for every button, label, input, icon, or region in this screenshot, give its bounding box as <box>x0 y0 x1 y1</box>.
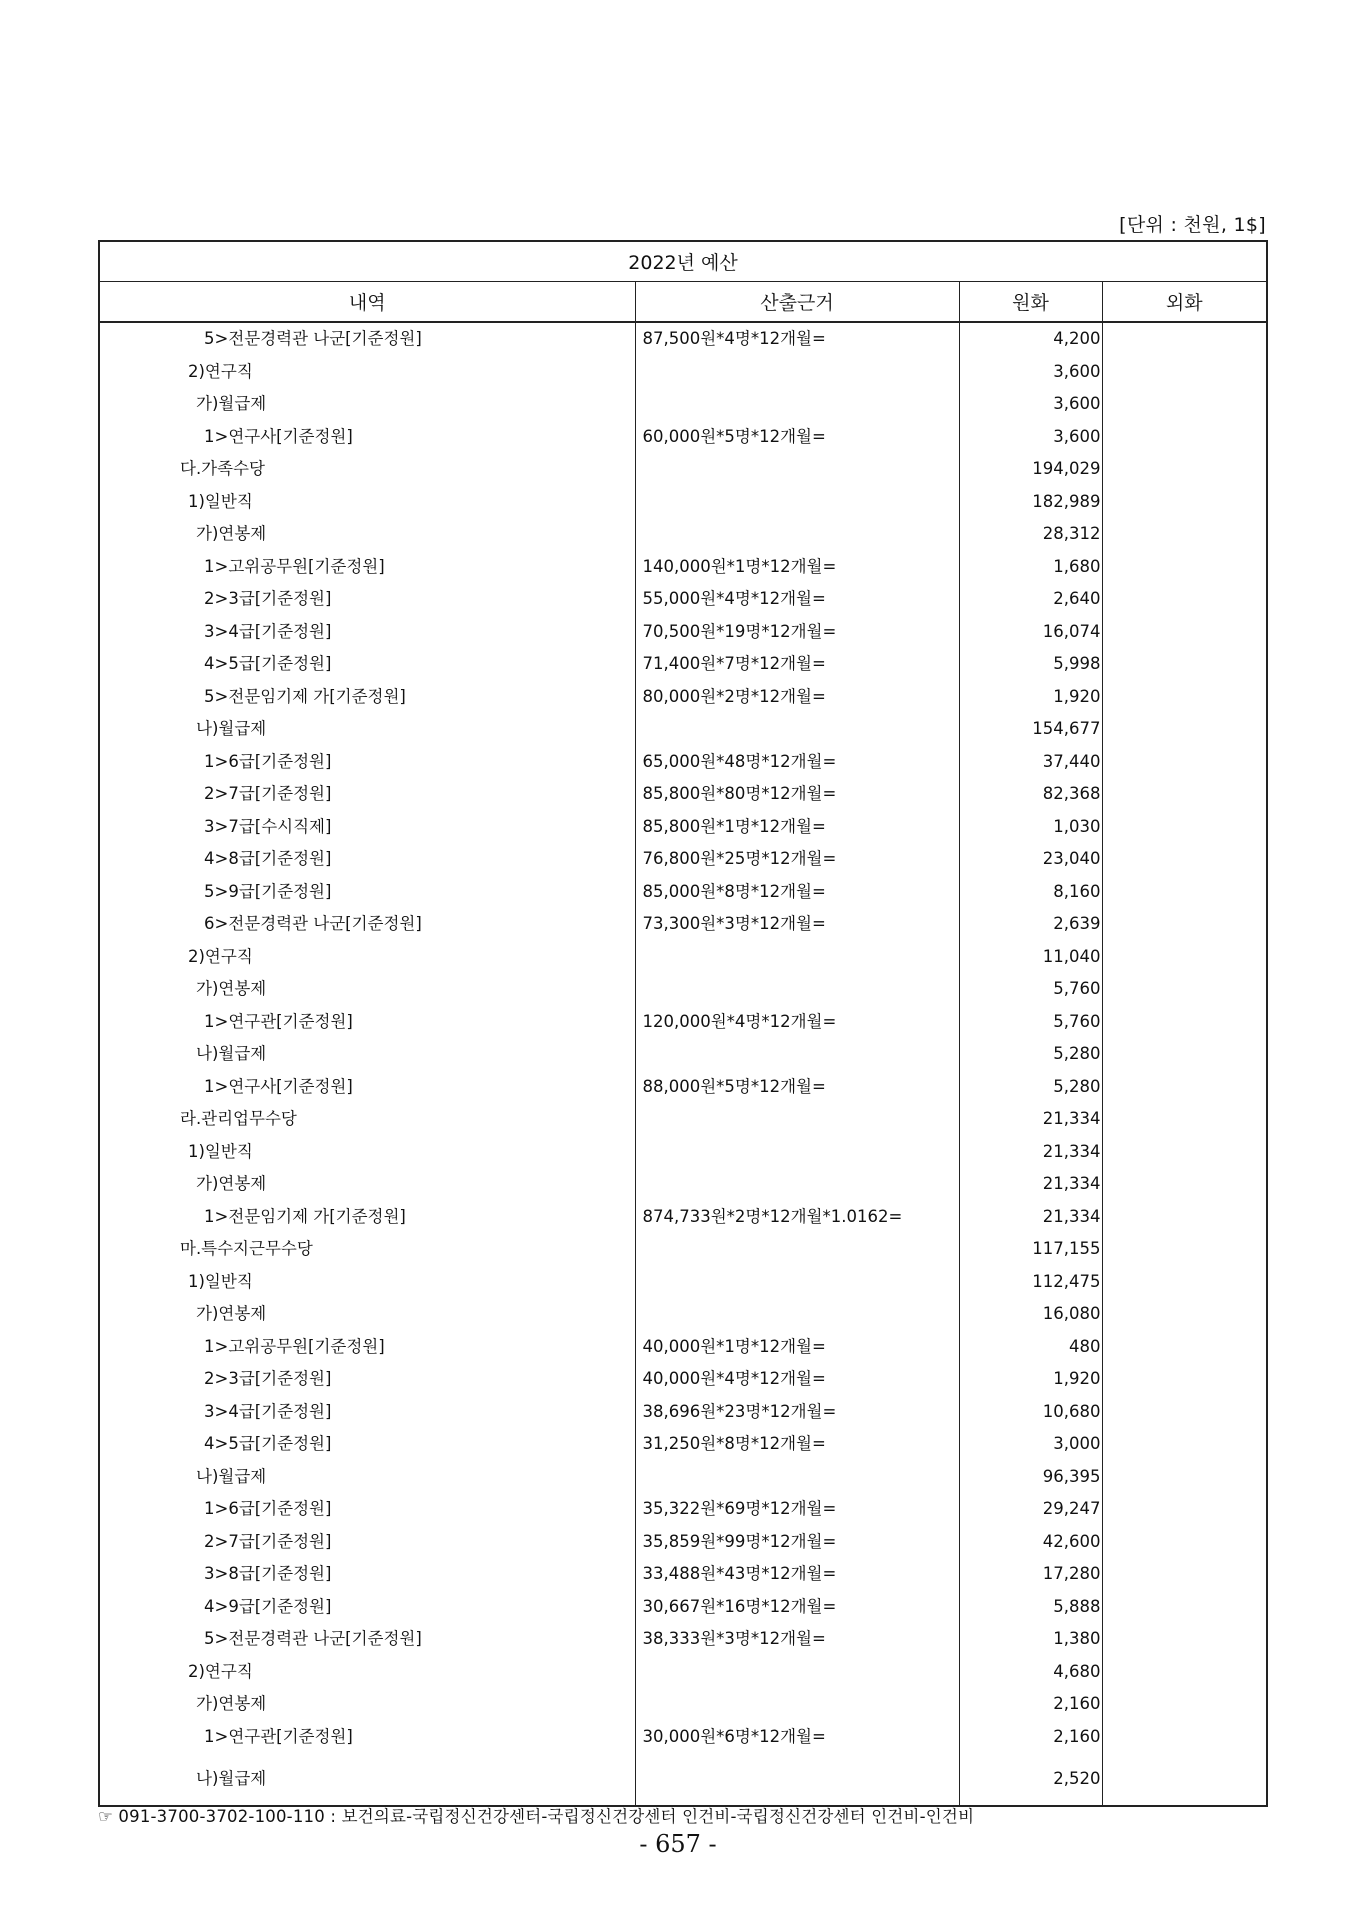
table-row <box>99 1721 1267 1754</box>
row-basis-cell: 40,000원*4명*12개월= <box>635 1363 959 1396</box>
row-foreign-cell <box>1102 843 1267 876</box>
row-basis-cell <box>635 713 959 746</box>
row-krw-cell: 82,368 <box>959 778 1102 811</box>
table-row <box>99 1461 1267 1494</box>
table-row <box>99 1363 1267 1396</box>
row-krw-cell: 1,030 <box>959 811 1102 844</box>
row-item-cell: 4>5급[기준정원] <box>204 654 332 674</box>
row-krw-cell: 2,639 <box>959 908 1102 941</box>
table-row <box>99 1006 1267 1039</box>
row-basis-cell: 140,000원*1명*12개월= <box>635 551 959 584</box>
row-krw-cell: 5,760 <box>959 1006 1102 1039</box>
table-row <box>99 1266 1267 1299</box>
table-row <box>99 486 1267 519</box>
row-krw-cell: 154,677 <box>959 713 1102 746</box>
row-krw-cell: 16,080 <box>959 1298 1102 1331</box>
row-krw-cell: 10,680 <box>959 1396 1102 1429</box>
row-foreign-cell <box>1102 1591 1267 1624</box>
table-row <box>99 1233 1267 1266</box>
row-basis-cell: 71,400원*7명*12개월= <box>635 648 959 681</box>
row-basis-cell: 30,667원*16명*12개월= <box>635 1591 959 1624</box>
row-foreign-cell <box>1102 1103 1267 1136</box>
row-item-cell: 2>3급[기준정원] <box>204 1369 332 1389</box>
row-foreign-cell <box>1102 1428 1267 1461</box>
row-basis-cell: 55,000원*4명*12개월= <box>635 583 959 616</box>
row-krw-cell: 21,334 <box>959 1201 1102 1234</box>
table-body <box>99 322 1267 1806</box>
table-row <box>99 1623 1267 1656</box>
row-basis-cell: 33,488원*43명*12개월= <box>635 1558 959 1591</box>
row-foreign-cell <box>1102 583 1267 616</box>
table-row <box>99 778 1267 811</box>
row-foreign-cell <box>1102 1266 1267 1299</box>
row-item-cell: 4>5급[기준정원] <box>204 1434 332 1454</box>
table-row <box>99 388 1267 421</box>
table-row <box>99 1331 1267 1364</box>
row-foreign-cell <box>1102 1201 1267 1234</box>
row-krw-cell: 5,998 <box>959 648 1102 681</box>
table-row <box>99 616 1267 649</box>
table-row <box>99 1591 1267 1624</box>
row-foreign-cell <box>1102 1136 1267 1169</box>
row-krw-cell: 96,395 <box>959 1461 1102 1494</box>
row-item-cell: 1>고위공무원[기준정원] <box>204 1336 385 1356</box>
row-item-cell: 1>연구사[기준정원] <box>204 426 353 446</box>
row-krw-cell: 117,155 <box>959 1233 1102 1266</box>
row-krw-cell: 1,920 <box>959 681 1102 714</box>
column-header-krw: 원화 <box>959 282 1102 323</box>
table-row <box>99 551 1267 584</box>
row-krw-cell: 42,600 <box>959 1526 1102 1559</box>
row-krw-cell: 194,029 <box>959 453 1102 486</box>
row-basis-cell <box>635 356 959 389</box>
row-item-cell: 라.관리업무수당 <box>180 1109 297 1129</box>
row-item-cell: 가)연봉제 <box>196 1304 267 1324</box>
row-basis-cell <box>635 453 959 486</box>
table-row <box>99 518 1267 551</box>
row-foreign-cell <box>1102 453 1267 486</box>
row-item-cell: 1)일반직 <box>188 491 253 511</box>
row-basis-cell: 35,322원*69명*12개월= <box>635 1493 959 1526</box>
row-basis-cell <box>635 973 959 1006</box>
table-row <box>99 1168 1267 1201</box>
table-row <box>99 713 1267 746</box>
row-foreign-cell <box>1102 1363 1267 1396</box>
row-basis-cell: 30,000원*6명*12개월= <box>635 1721 959 1754</box>
row-item-cell: 5>전문경력관 나군[기준정원] <box>204 1629 422 1649</box>
row-item-cell: 마.특수지근무수당 <box>180 1239 313 1259</box>
row-foreign-cell <box>1102 778 1267 811</box>
row-krw-cell: 37,440 <box>959 746 1102 779</box>
row-item-cell: 1>6급[기준정원] <box>204 751 332 771</box>
row-basis-cell: 87,500원*4명*12개월= <box>635 322 959 356</box>
row-basis-cell <box>635 1038 959 1071</box>
row-item-cell: 5>전문경력관 나군[기준정원] <box>204 329 422 349</box>
row-foreign-cell <box>1102 1493 1267 1526</box>
table-row <box>99 1071 1267 1104</box>
row-item-cell: 4>9급[기준정원] <box>204 1596 332 1616</box>
row-krw-cell: 3,600 <box>959 421 1102 454</box>
row-krw-cell: 3,600 <box>959 388 1102 421</box>
table-row <box>99 811 1267 844</box>
row-basis-cell <box>635 1298 959 1331</box>
row-foreign-cell <box>1102 616 1267 649</box>
table-row <box>99 1136 1267 1169</box>
unit-label: [단위 : 천원, 1$] <box>1119 214 1266 236</box>
row-item-cell: 1)일반직 <box>188 1271 253 1291</box>
table-row <box>99 746 1267 779</box>
table-row <box>99 356 1267 389</box>
row-foreign-cell <box>1102 1006 1267 1039</box>
row-basis-cell: 85,800원*1명*12개월= <box>635 811 959 844</box>
row-item-cell: 나)월급제 <box>196 719 267 739</box>
row-item-cell: 4>8급[기준정원] <box>204 849 332 869</box>
row-basis-cell: 73,300원*3명*12개월= <box>635 908 959 941</box>
row-foreign-cell <box>1102 1298 1267 1331</box>
row-item-cell: 가)연봉제 <box>196 979 267 999</box>
row-foreign-cell <box>1102 1168 1267 1201</box>
row-foreign-cell <box>1102 1526 1267 1559</box>
row-krw-cell: 3,600 <box>959 356 1102 389</box>
row-krw-cell: 4,680 <box>959 1656 1102 1689</box>
row-foreign-cell <box>1102 1656 1267 1689</box>
table-row <box>99 1688 1267 1721</box>
row-item-cell: 2)연구직 <box>188 946 253 966</box>
row-krw-cell: 23,040 <box>959 843 1102 876</box>
page-number: - 657 - <box>639 1830 717 1858</box>
row-foreign-cell <box>1102 1688 1267 1721</box>
row-foreign-cell <box>1102 811 1267 844</box>
row-basis-cell <box>635 941 959 974</box>
row-item-cell: 5>전문임기제 가[기준정원] <box>204 686 406 706</box>
table-row <box>99 1526 1267 1559</box>
table-row <box>99 1428 1267 1461</box>
row-item-cell: 1>연구관[기준정원] <box>204 1726 353 1746</box>
row-item-cell: 5>9급[기준정원] <box>204 881 332 901</box>
row-krw-cell: 21,334 <box>959 1136 1102 1169</box>
table-row <box>99 1038 1267 1071</box>
table-row <box>99 681 1267 714</box>
row-basis-cell: 31,250원*8명*12개월= <box>635 1428 959 1461</box>
row-krw-cell: 28,312 <box>959 518 1102 551</box>
row-foreign-cell <box>1102 1721 1267 1754</box>
row-item-cell: 3>4급[기준정원] <box>204 621 332 641</box>
table-row <box>99 1103 1267 1136</box>
table-row <box>99 583 1267 616</box>
table-row <box>99 843 1267 876</box>
table-row <box>99 973 1267 1006</box>
row-item-cell: 3>8급[기준정원] <box>204 1564 332 1584</box>
table-row <box>99 453 1267 486</box>
row-krw-cell: 8,160 <box>959 876 1102 909</box>
row-foreign-cell <box>1102 1233 1267 1266</box>
row-basis-cell <box>635 1461 959 1494</box>
table-row <box>99 1753 1267 1806</box>
column-header-item: 내역 <box>99 282 635 323</box>
row-foreign-cell <box>1102 1331 1267 1364</box>
row-krw-cell: 11,040 <box>959 941 1102 974</box>
row-basis-cell <box>635 1168 959 1201</box>
row-item-cell: 2>7급[기준정원] <box>204 1531 332 1551</box>
row-basis-cell <box>635 1753 959 1806</box>
row-krw-cell: 5,280 <box>959 1038 1102 1071</box>
row-basis-cell <box>635 1656 959 1689</box>
row-krw-cell: 2,520 <box>959 1753 1102 1806</box>
row-item-cell: 나)월급제 <box>196 1044 267 1064</box>
column-header-foreign: 외화 <box>1102 282 1267 323</box>
row-krw-cell: 2,160 <box>959 1721 1102 1754</box>
row-basis-cell <box>635 1233 959 1266</box>
row-krw-cell: 480 <box>959 1331 1102 1364</box>
row-foreign-cell <box>1102 1071 1267 1104</box>
row-foreign-cell <box>1102 908 1267 941</box>
table-row <box>99 908 1267 941</box>
budget-code-footnote: ☞ 091-3700-3702-100-110 : 보건의료-국립정신건강센터-국립정신건강센터 인건비-국립정신건강센터 인건비-인건비 <box>98 1807 975 1826</box>
row-basis-cell: 60,000원*5명*12개월= <box>635 421 959 454</box>
row-item-cell: 가)연봉제 <box>196 524 267 544</box>
row-krw-cell: 29,247 <box>959 1493 1102 1526</box>
row-foreign-cell <box>1102 1753 1267 1806</box>
row-foreign-cell <box>1102 356 1267 389</box>
row-foreign-cell <box>1102 648 1267 681</box>
row-item-cell: 가)연봉제 <box>196 1174 267 1194</box>
row-krw-cell: 2,160 <box>959 1688 1102 1721</box>
row-item-cell: 1>고위공무원[기준정원] <box>204 556 385 576</box>
table-row <box>99 1201 1267 1234</box>
row-item-cell: 1>6급[기준정원] <box>204 1499 332 1519</box>
row-basis-cell: 35,859원*99명*12개월= <box>635 1526 959 1559</box>
row-basis-cell: 40,000원*1명*12개월= <box>635 1331 959 1364</box>
table-row <box>99 1558 1267 1591</box>
row-krw-cell: 3,000 <box>959 1428 1102 1461</box>
row-foreign-cell <box>1102 973 1267 1006</box>
table-row <box>99 941 1267 974</box>
row-foreign-cell <box>1102 551 1267 584</box>
row-foreign-cell <box>1102 713 1267 746</box>
row-foreign-cell <box>1102 322 1267 356</box>
row-item-cell: 1>연구관[기준정원] <box>204 1011 353 1031</box>
row-item-cell: 1>전문임기제 가[기준정원] <box>204 1206 406 1226</box>
row-item-cell: 1>연구사[기준정원] <box>204 1076 353 1096</box>
row-foreign-cell <box>1102 941 1267 974</box>
table-row <box>99 1396 1267 1429</box>
row-krw-cell: 182,989 <box>959 486 1102 519</box>
row-basis-cell: 76,800원*25명*12개월= <box>635 843 959 876</box>
row-item-cell: 나)월급제 <box>196 1466 267 1486</box>
row-item-cell: 2)연구직 <box>188 361 253 381</box>
row-foreign-cell <box>1102 518 1267 551</box>
row-krw-cell: 21,334 <box>959 1168 1102 1201</box>
row-item-cell: 다.가족수당 <box>180 459 265 479</box>
row-basis-cell: 85,000원*8명*12개월= <box>635 876 959 909</box>
row-krw-cell: 2,640 <box>959 583 1102 616</box>
row-item-cell: 2>3급[기준정원] <box>204 589 332 609</box>
row-basis-cell <box>635 1266 959 1299</box>
row-krw-cell: 5,888 <box>959 1591 1102 1624</box>
row-basis-cell <box>635 388 959 421</box>
row-basis-cell <box>635 1136 959 1169</box>
row-item-cell: 2)연구직 <box>188 1661 253 1681</box>
row-foreign-cell <box>1102 746 1267 779</box>
row-foreign-cell <box>1102 681 1267 714</box>
row-item-cell: 3>7급[수시직제] <box>204 816 332 836</box>
table-title: 2022년 예산 <box>99 241 1267 282</box>
budget-table <box>98 240 1268 1807</box>
row-foreign-cell <box>1102 1396 1267 1429</box>
row-basis-cell: 70,500원*19명*12개월= <box>635 616 959 649</box>
row-basis-cell: 874,733원*2명*12개월*1.0162= <box>635 1201 959 1234</box>
row-item-cell: 가)연봉제 <box>196 1694 267 1714</box>
row-krw-cell: 17,280 <box>959 1558 1102 1591</box>
row-basis-cell: 38,333원*3명*12개월= <box>635 1623 959 1656</box>
row-krw-cell: 5,760 <box>959 973 1102 1006</box>
row-foreign-cell <box>1102 421 1267 454</box>
row-basis-cell: 120,000원*4명*12개월= <box>635 1006 959 1039</box>
row-item-cell: 6>전문경력관 나군[기준정원] <box>204 914 422 934</box>
row-foreign-cell <box>1102 486 1267 519</box>
row-basis-cell: 85,800원*80명*12개월= <box>635 778 959 811</box>
row-foreign-cell <box>1102 1038 1267 1071</box>
row-foreign-cell <box>1102 876 1267 909</box>
row-foreign-cell <box>1102 1461 1267 1494</box>
table-row <box>99 876 1267 909</box>
table-row <box>99 648 1267 681</box>
row-item-cell: 3>4급[기준정원] <box>204 1401 332 1421</box>
row-basis-cell: 88,000원*5명*12개월= <box>635 1071 959 1104</box>
row-basis-cell <box>635 486 959 519</box>
row-item-cell: 2>7급[기준정원] <box>204 784 332 804</box>
row-krw-cell: 21,334 <box>959 1103 1102 1136</box>
table-row <box>99 421 1267 454</box>
row-item-cell: 나)월급제 <box>196 1769 267 1788</box>
row-krw-cell: 4,200 <box>959 322 1102 356</box>
row-basis-cell <box>635 518 959 551</box>
table-row <box>99 1656 1267 1689</box>
table-row <box>99 1493 1267 1526</box>
table-row <box>99 1298 1267 1331</box>
column-header-basis: 산출근거 <box>635 282 959 323</box>
row-item-cell: 가)월급제 <box>196 394 267 414</box>
row-item-cell: 1)일반직 <box>188 1141 253 1161</box>
row-krw-cell: 1,920 <box>959 1363 1102 1396</box>
row-foreign-cell <box>1102 1623 1267 1656</box>
row-krw-cell: 112,475 <box>959 1266 1102 1299</box>
row-krw-cell: 16,074 <box>959 616 1102 649</box>
row-foreign-cell <box>1102 388 1267 421</box>
row-krw-cell: 1,680 <box>959 551 1102 584</box>
row-krw-cell: 5,280 <box>959 1071 1102 1104</box>
row-basis-cell: 65,000원*48명*12개월= <box>635 746 959 779</box>
table-row <box>99 322 1267 356</box>
row-basis-cell <box>635 1103 959 1136</box>
row-basis-cell: 80,000원*2명*12개월= <box>635 681 959 714</box>
row-foreign-cell <box>1102 1558 1267 1591</box>
row-krw-cell: 1,380 <box>959 1623 1102 1656</box>
row-basis-cell: 38,696원*23명*12개월= <box>635 1396 959 1429</box>
row-basis-cell <box>635 1688 959 1721</box>
